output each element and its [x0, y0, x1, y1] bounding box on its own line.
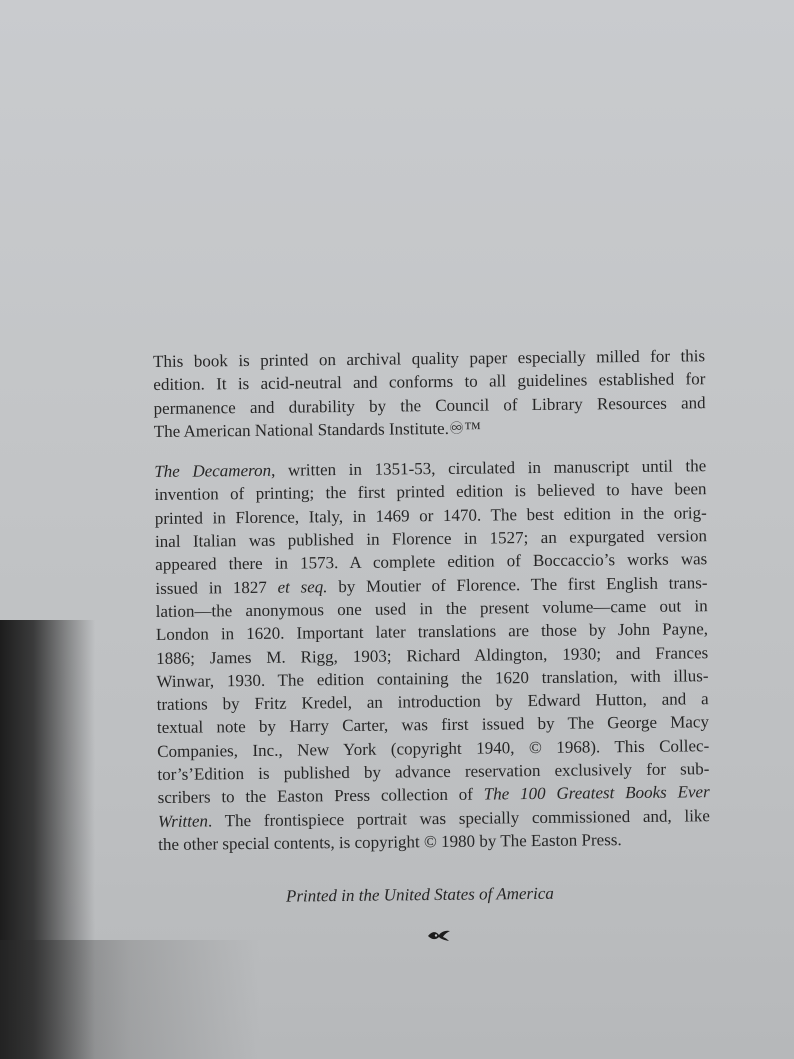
text-line: edition. It is acid-neutral and conforms to all guidelines established for — [153, 369, 706, 395]
collection-title-cont: Written — [157, 811, 209, 831]
book-title: The Decameron — [154, 460, 272, 482]
text-line: textual note by Harry Carter, was first issued by The George Macy — [156, 712, 710, 738]
text-line: Winwar, 1930. The edition containing the 1620 translation, with illus- — [156, 666, 709, 691]
edition-history-paragraph — [154, 454, 710, 856]
text-line: The American National Standards Institute.♾™ — [153, 418, 481, 441]
text-line: Companies, Inc., New York (copyright 1940, © 1968). This Collec- — [157, 735, 710, 761]
text-span: scribers to the Easton Press collection of — [157, 784, 484, 808]
text-line: tor’s’Edition is published by advance reservation exclusively for sub- — [157, 759, 710, 785]
paper-notice-paragraph — [153, 344, 706, 443]
text-span: issued in 1827 — [155, 577, 278, 598]
text-line: lation—the anonymous one used in the present volume—came out in — [155, 596, 708, 621]
text-line: London in 1620. Important later translations are those by John Payne, — [155, 619, 709, 645]
italic-phrase: et seq. — [277, 576, 328, 597]
text-line: This book is printed on archival quality paper especially milled for this — [153, 346, 706, 371]
text-line: 1886; James M. Rigg, 1903; Richard Aldington, 1930; and Frances — [156, 642, 709, 668]
text-span: , written in 1351-53, circulated in manuscript until the — [270, 456, 707, 480]
text-line: appeared there in 1573. A complete edition of Boccaccio’s works was — [155, 549, 708, 575]
text-line: the other special contents, is copyright © 1980 by The Easton Press. — [158, 830, 622, 854]
fleuron-ornament-icon — [427, 928, 451, 942]
text-line: trations by Fritz Kredel, an introduction by Edward Hutton, and a — [156, 689, 709, 715]
text-line: inal Italian was published in Florence in 1527; an expurgated version — [154, 526, 708, 552]
collection-title: The 100 Greatest Books Ever — [483, 782, 710, 804]
text-span: by Moutier of Florence. The first English trans- — [327, 572, 708, 596]
text-line: printed in Florence, Italy, in 1469 or 1470. The best edition in the orig- — [154, 502, 707, 528]
text-line: permanence and durability by the Council of Library Resources and — [153, 392, 706, 418]
text-line: invention of printing; the first printed edition is believed to have been — [154, 479, 707, 505]
binding-shadow-lower — [0, 940, 260, 1059]
colophon-text — [153, 344, 710, 856]
text-span: . The frontispiece portrait was specially commissioned and, like — [207, 805, 711, 831]
printed-in-line: Printed in the United States of America — [285, 883, 554, 906]
